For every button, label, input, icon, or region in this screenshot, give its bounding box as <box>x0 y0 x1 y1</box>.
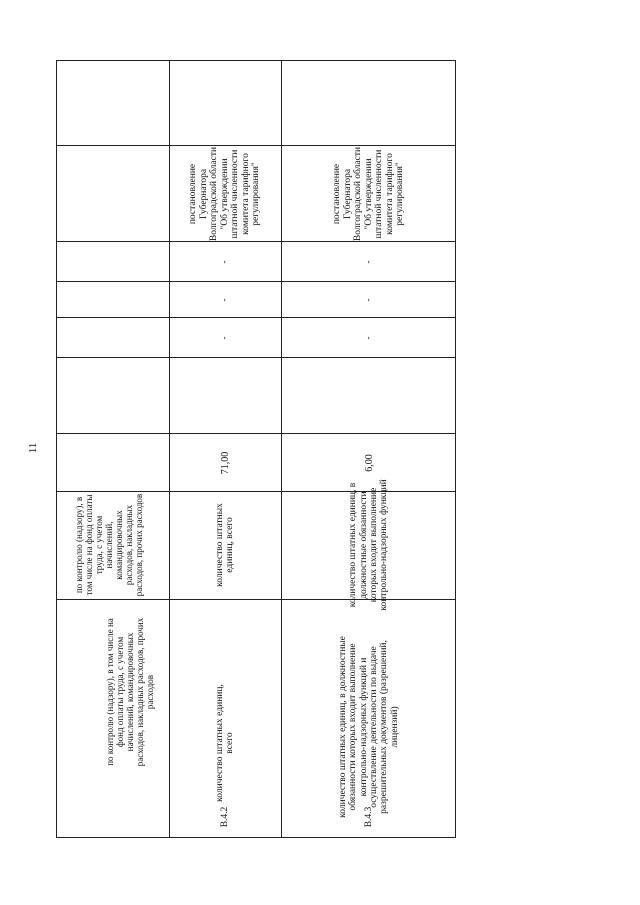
row-name: количество штатных единиц, в должностные обязанности которых входит выполнение контрольно-надзорных функций и осуществление деятельности по выдаче разрешительных документов (разрешений, лицензий) <box>337 636 400 818</box>
row-c7: - <box>219 336 230 340</box>
row-c8: - <box>219 298 230 302</box>
row-divider <box>281 61 282 837</box>
page-number: 11 <box>27 442 39 454</box>
row-code: В.4.3 <box>363 806 374 828</box>
row-name: по контролю (надзору), в том числе на фонд оплаты труда, с учетом начислений, командировочных расходов, накладных расходов, прочих расходов <box>105 617 155 767</box>
row-name: количество штатных единиц, всего <box>214 684 235 802</box>
column-divider <box>57 317 455 318</box>
row-code: В.4.2 <box>219 806 230 828</box>
row-basis: постановление Губернатора Волгоградской области "Об утверждении штатной численности комитета тарифного регулирования" <box>332 146 406 242</box>
column-divider <box>57 281 455 282</box>
row-value: 6,00 <box>363 454 375 472</box>
row-value: 71,00 <box>219 451 231 475</box>
row-indicator: количество штатных единиц, всего <box>214 503 235 587</box>
row-basis: постановление Губернатора Волгоградской области "Об утверждении штатной численности комитета тарифного регулирования" <box>188 146 262 242</box>
row-c9: - <box>219 260 230 264</box>
rotated-table <box>56 60 456 838</box>
column-divider <box>57 433 455 434</box>
row-c9: - <box>363 260 374 264</box>
row-indicator: количество штатных единиц, в должностные обязанности которых входит выполнение контрольно-надзорных функций <box>348 479 390 611</box>
column-divider <box>57 357 455 358</box>
row-c8: - <box>363 298 374 302</box>
row-c7: - <box>363 336 374 340</box>
row-indicator: по контролю (надзору), в том числе на фонд оплаты труда, с учетом начислений, командировочных расходов, накладных расходов, прочих расходов <box>74 493 144 597</box>
